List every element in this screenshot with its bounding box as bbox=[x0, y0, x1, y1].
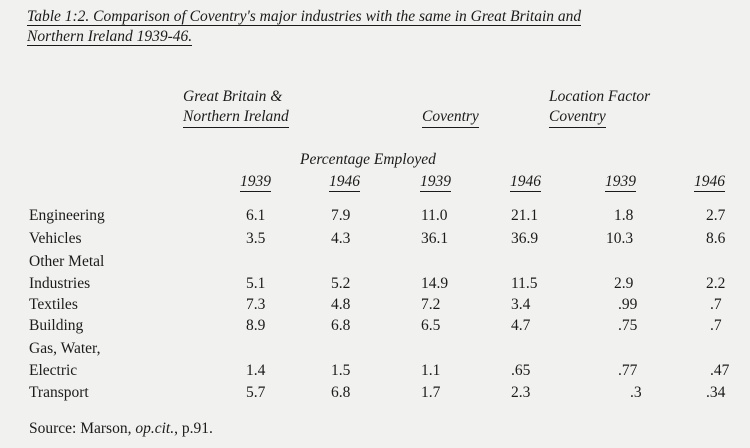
cell-textiles-gb-1939: 7.3 bbox=[246, 296, 266, 313]
cell-vehicles-gb-1939: 3.5 bbox=[246, 230, 266, 247]
cell-building-cov-1939: 6.5 bbox=[421, 317, 441, 334]
cell-building-cov-1946: 4.7 bbox=[511, 317, 531, 334]
cell-industries-gb-1946: 5.2 bbox=[331, 275, 351, 292]
cell-building-lf-1939: .75 bbox=[618, 317, 638, 334]
cell-engineering-cov-1939: 11.0 bbox=[421, 207, 448, 224]
source-note bbox=[29, 420, 213, 438]
year-header-lf-1939: 1939 bbox=[605, 173, 636, 190]
row-label-vehicles: Vehicles bbox=[29, 230, 82, 247]
cell-electric-cov-1939: 1.1 bbox=[421, 362, 441, 379]
row-label-other-metal: Other Metal bbox=[29, 253, 105, 270]
cell-transport-lf-1939: .3 bbox=[630, 384, 642, 401]
cell-vehicles-gb-1946: 4.3 bbox=[331, 230, 351, 247]
year-header-cov-1939: 1939 bbox=[420, 173, 451, 190]
cell-textiles-cov-1939: 7.2 bbox=[421, 296, 441, 313]
cell-textiles-cov-1946: 3.4 bbox=[511, 296, 531, 313]
cell-engineering-gb-1946: 7.9 bbox=[331, 207, 351, 224]
cell-industries-lf-1946: 2.2 bbox=[706, 275, 726, 292]
row-label-transport: Transport bbox=[29, 384, 89, 401]
cell-vehicles-cov-1946: 36.9 bbox=[511, 230, 539, 247]
cell-engineering-lf-1939: 1.8 bbox=[614, 207, 634, 224]
cell-electric-gb-1946: 1.5 bbox=[331, 362, 351, 379]
cell-industries-gb-1939: 5.1 bbox=[246, 275, 266, 292]
cell-industries-lf-1939: 2.9 bbox=[614, 275, 634, 292]
cell-transport-cov-1946: 2.3 bbox=[511, 384, 531, 401]
row-label-industries: Industries bbox=[29, 275, 91, 292]
cell-textiles-lf-1946: .7 bbox=[710, 296, 722, 313]
header-gb-line2: Northern Ireland bbox=[183, 107, 289, 128]
header-location-factor: Location Factor bbox=[549, 88, 651, 105]
cell-vehicles-lf-1946: 8.6 bbox=[706, 230, 726, 247]
cell-textiles-lf-1939: .99 bbox=[618, 296, 638, 313]
cell-transport-gb-1946: 6.8 bbox=[331, 384, 351, 401]
cell-engineering-lf-1946: 2.7 bbox=[706, 207, 726, 224]
cell-electric-gb-1939: 1.4 bbox=[246, 362, 266, 379]
cell-electric-lf-1946: .47 bbox=[710, 362, 730, 379]
source-citation: op.cit. bbox=[135, 420, 175, 437]
caption-line-2: Northern Ireland 1939-46. bbox=[27, 28, 193, 45]
cell-vehicles-lf-1939: 10.3 bbox=[606, 230, 634, 247]
row-label-textiles: Textiles bbox=[29, 296, 78, 313]
cell-building-lf-1946: .7 bbox=[710, 317, 722, 334]
header-percentage-employed: Percentage Employed bbox=[300, 151, 436, 168]
row-label-gas-water: Gas, Water, bbox=[29, 340, 101, 357]
header-coventry: Coventry bbox=[422, 107, 479, 128]
cell-industries-cov-1939: 14.9 bbox=[421, 275, 449, 292]
cell-building-gb-1939: 8.9 bbox=[246, 317, 266, 334]
year-header-gb-1946: 1946 bbox=[329, 173, 360, 190]
cell-textiles-gb-1946: 4.8 bbox=[331, 296, 351, 313]
header-gb-line1: Great Britain & bbox=[183, 88, 283, 105]
row-label-electric: Electric bbox=[29, 362, 78, 379]
cell-engineering-gb-1939: 6.1 bbox=[246, 207, 266, 224]
cell-electric-lf-1939: .77 bbox=[618, 362, 638, 379]
cell-engineering-cov-1946: 21.1 bbox=[511, 207, 539, 224]
caption-line-1: Table 1:2. Comparison of Coventry's major industries with the same in Great Britain and bbox=[27, 8, 582, 25]
cell-industries-cov-1946: 11.5 bbox=[511, 275, 538, 292]
cell-transport-cov-1939: 1.7 bbox=[421, 384, 441, 401]
cell-transport-gb-1939: 5.7 bbox=[246, 384, 266, 401]
source-suffix: , p.91. bbox=[174, 420, 213, 437]
year-header-gb-1939: 1939 bbox=[240, 173, 271, 190]
header-location-factor-sub: Coventry bbox=[549, 107, 606, 128]
year-header-cov-1946: 1946 bbox=[510, 173, 541, 190]
row-label-building: Building bbox=[29, 317, 84, 334]
cell-vehicles-cov-1939: 36.1 bbox=[421, 230, 449, 247]
row-label-engineering: Engineering bbox=[29, 207, 105, 224]
cell-transport-lf-1946: .34 bbox=[706, 384, 726, 401]
year-header-lf-1946: 1946 bbox=[694, 173, 725, 190]
cell-building-gb-1946: 6.8 bbox=[331, 317, 351, 334]
table-caption bbox=[27, 7, 739, 47]
cell-electric-cov-1946: .65 bbox=[511, 362, 531, 379]
source-prefix: Source: Marson, bbox=[29, 420, 136, 437]
